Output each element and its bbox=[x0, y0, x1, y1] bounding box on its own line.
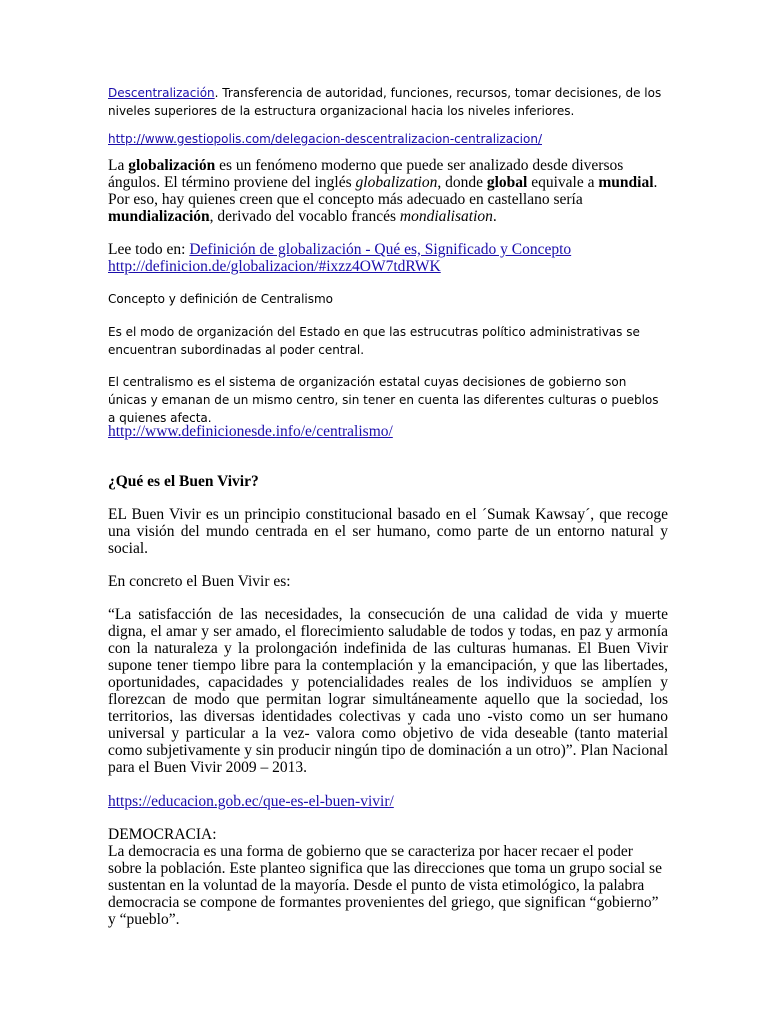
text-run: , donde bbox=[437, 174, 487, 191]
buen-vivir-quote: “La satisfacción de las necesidades, la consecución de una calidad de vida y muerte digna, el amar y ser amado, el florecimiento saludable de todos y todas, en paz y armonía con la naturaleza y la prolongación indefinida de las culturas humanas. El Buen Vivir supone tener tiempo libre para la contemplación y la emancipación, y que las libertades, oportunidades, capacidades y potencialidades reales de los individuos se amplíen y florezcan de modo que permitan lograr simultáneamente aquello que la sociedad, los territorios, las diversas identidades colectivas y cada uno -visto como un ser humano universal y particular a la vez- valora como objetivo de vida deseable (tanto material como subjetivamente y sin producir ningún tipo de dominación a un otro)”. Plan Nacional para el Buen Vivir 2009 – 2013. bbox=[108, 606, 668, 776]
definicion-globalizacion-link[interactable]: Definición de globalización - Qué es, Significado y Concepto bbox=[189, 241, 572, 258]
text-run: es un fenómeno moderno que puede ser analizado desde diversos ángulos. El término proviene del inglés bbox=[108, 157, 624, 191]
descentralizacion-paragraph bbox=[108, 84, 668, 120]
globalizacion-paragraph bbox=[108, 157, 668, 225]
democracia-heading: DEMOCRACIA: bbox=[108, 826, 217, 843]
text-run: , derivado del vocablo francés bbox=[209, 208, 400, 225]
educacion-gob-link[interactable]: https://educacion.gob.ec/que-es-el-buen-vivir/ bbox=[108, 793, 394, 810]
democracia-text: La democracia es una forma de gobierno que se caracteriza por hacer recaer el poder sobre la población. Este planteo significa que las direcciones que toma un grupo social se sustentan en la voluntad de la mayoría. Desde el punto de vista etimológico, la palabra democracia se compone de formantes provenientes del griego, que significan “gobierno” y “pueblo”. bbox=[108, 843, 662, 928]
centralismo-description: El centralismo es el sistema de organización estatal cuyas decisiones de gobierno son únicas y emanan de un mismo centro, sin tener en cuenta las diferentes culturas o pueblos a quienes afecta. bbox=[108, 375, 659, 425]
centralismo-source bbox=[108, 423, 668, 440]
definicion-url-link[interactable]: http://definicion.de/globalizacion/#ixzz4OW7tdRWK bbox=[108, 258, 441, 275]
buen-vivir-intro: EL Buen Vivir es un principio constitucional basado en el ´Sumak Kawsay´, que recoge una visión del mundo centrada en el ser humano, como parte de un entorno natural y social. bbox=[108, 506, 668, 557]
centralismo-heading: Concepto y definición de Centralismo bbox=[108, 292, 334, 306]
lee-todo-prefix: Lee todo en: bbox=[108, 241, 190, 258]
gestiopolis-link[interactable]: http://www.gestiopolis.com/delegacion-descentralizacion-centralizacion/ bbox=[108, 132, 542, 146]
term-globalizacion: globalización bbox=[128, 157, 216, 174]
gestiopolis-paragraph bbox=[108, 130, 668, 148]
term-mundializacion: mundialización bbox=[108, 208, 210, 225]
buen-vivir-concreto: En concreto el Buen Vivir es: bbox=[108, 573, 291, 590]
text-run: . Por eso, hay quienes creen que el concepto más adecuado en castellano sería bbox=[108, 174, 658, 208]
centralismo-definition: Es el modo de organización del Estado en que las estrucutras político administrativas se encuentran subordinadas al poder central. bbox=[108, 325, 640, 357]
text-run: . bbox=[492, 208, 497, 225]
term-global: global bbox=[486, 174, 528, 191]
lee-todo-paragraph bbox=[108, 241, 668, 275]
buen-vivir-heading: ¿Qué es el Buen Vivir? bbox=[108, 473, 259, 490]
term-mondialisation: mondialisation bbox=[399, 208, 493, 225]
term-mundial: mundial bbox=[598, 174, 654, 191]
term-globalization: globalization bbox=[355, 174, 438, 191]
definicionesde-link[interactable]: http://www.definicionesde.info/e/centralismo/ bbox=[108, 423, 393, 440]
descentralizacion-text: . Transferencia de autoridad, funciones, recursos, tomar decisiones, de los niveles superiores de la estructura organizacional hacia los niveles inferiores. bbox=[108, 86, 662, 118]
buen-vivir-source bbox=[108, 793, 668, 810]
text-run: equivale a bbox=[527, 174, 599, 191]
text-run: La bbox=[108, 157, 129, 174]
descentralizacion-link[interactable]: Descentralización bbox=[108, 86, 215, 100]
